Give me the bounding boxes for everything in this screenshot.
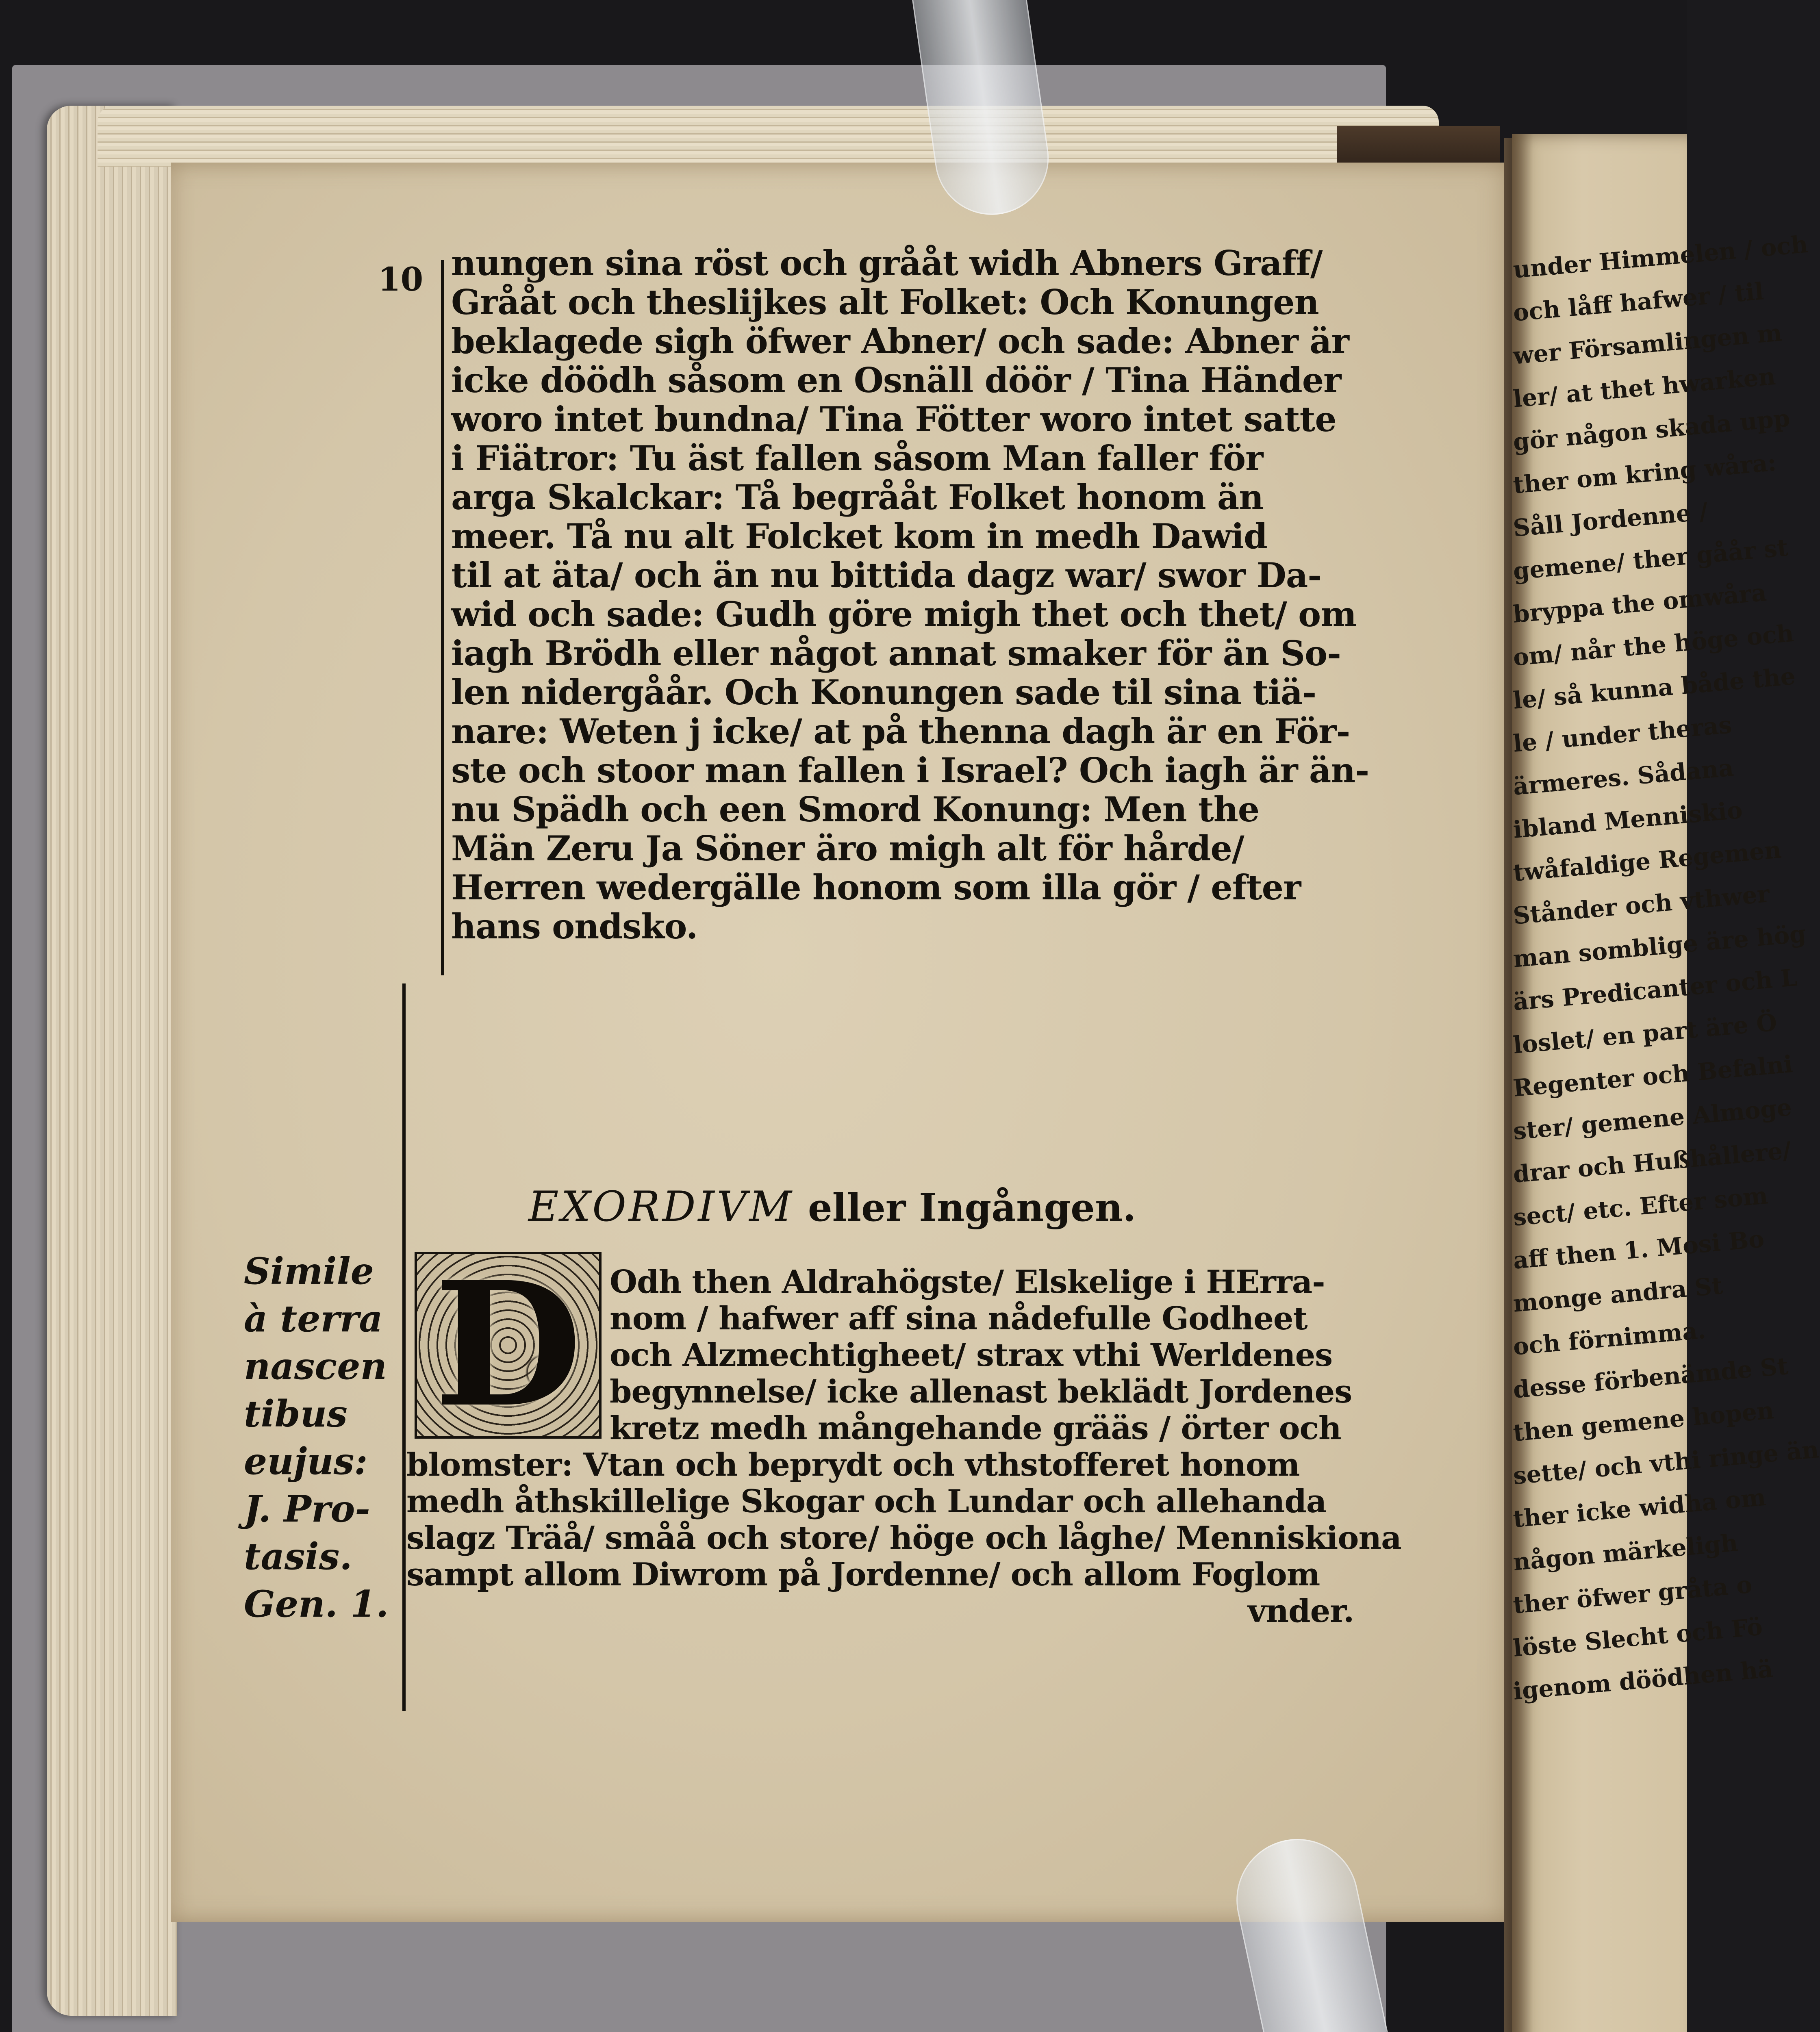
right-page-line: ther öfwer gråta o: [1512, 1570, 1753, 1619]
margin-line: eujus:: [244, 1440, 368, 1483]
right-page-line: le/ så kunna både the: [1512, 662, 1797, 714]
initial-letter: D: [434, 1245, 582, 1445]
margin-line: nascen: [244, 1345, 387, 1388]
body-line: til at äta/ och än nu bittida dagz war/ swor Da-: [451, 555, 1322, 595]
body-line: len nidergåår. Och Konungen sade til sina tiä-: [451, 672, 1316, 712]
right-page-line: gemene/ ther gåår st: [1512, 533, 1790, 585]
body-line: nungen sina röst och grååt widh Abners Graff/: [451, 243, 1323, 283]
body-line: icke döödh såsom en Osnäll döör / Tina Händer: [451, 360, 1341, 400]
right-page-line: ler/ at thet hwarken: [1512, 362, 1777, 413]
right-page-line: och förnimma.: [1512, 1316, 1707, 1361]
body-line: beklagede sigh öfwer Abner/ och sade: Abner är: [451, 321, 1349, 361]
paragraph-line: och Alzmechtigheet/ strax vthi Werldenes: [610, 1337, 1333, 1374]
right-page-line: igenom döödhen hä: [1512, 1655, 1774, 1705]
right-page-line: ther om kring wåra:: [1512, 448, 1778, 499]
right-page-line: twåfaldige Regemen: [1512, 836, 1783, 887]
paragraph-line: begynnelse/ icke allenast beklädt Jordenes: [610, 1373, 1352, 1410]
body-line: i Fiätror: Tu äst fallen såsom Man faller för: [451, 438, 1263, 478]
paragraph-line: nom / hafwer aff sina nådefulle Godheet: [610, 1300, 1307, 1337]
right-page-line: Stånder och vthwer: [1512, 879, 1771, 930]
paragraph-line: kretz medh mångehande grääs / örter och: [610, 1410, 1341, 1447]
right-page-line: wer Församlingen m: [1512, 319, 1783, 370]
right-page-line: löste Slecht och Fö: [1512, 1613, 1764, 1662]
right-page-line: ster/ gemene Almoge: [1512, 1093, 1793, 1145]
body-text: [451, 244, 1374, 946]
right-page-line: Regenter och Befalni: [1512, 1050, 1794, 1102]
page-number: 10: [378, 260, 424, 298]
marginal-note: [244, 1248, 398, 1628]
right-page-line: desse förbenämde St: [1512, 1352, 1790, 1404]
right-page-line: bryppa the omwåra: [1512, 578, 1768, 628]
body-line: meer. Tå nu alt Folcket kom in medh Dawid: [451, 516, 1267, 556]
body-line: arga Skalckar: Tå begrååt Folket honom än: [451, 477, 1264, 517]
paragraph-line: slagz Träå/ småå och store/ höge och låghe/ Menniskiona: [406, 1520, 1401, 1557]
left-text-rule-lower: [402, 983, 406, 1711]
right-page-line: ibland Menniskio: [1512, 796, 1744, 844]
right-page-line: gör någon skada upp: [1512, 404, 1791, 456]
right-page: [1512, 134, 1820, 2032]
right-page-line: man somblige äre hög: [1512, 920, 1807, 973]
body-line: Herren wedergälle honom som illa gör / efter: [451, 867, 1301, 907]
margin-line: Gen. 1.: [244, 1583, 389, 1626]
right-page-line: ther icke widha om: [1512, 1483, 1767, 1533]
right-page-line: Såll Jordenne /: [1512, 497, 1709, 542]
paragraph-line: sampt allom Diwrom på Jordenne/ och allom Foglom: [406, 1556, 1320, 1593]
body-line: iagh Brödh eller något annat smaker för än So-: [451, 633, 1341, 673]
right-page-line: le / under theras: [1512, 711, 1733, 758]
right-page-line: sette/ och vthi ringe än: [1512, 1435, 1820, 1490]
right-page-line: aff then 1. Mosi Bo: [1512, 1225, 1766, 1274]
margin-line: Simile: [244, 1250, 374, 1293]
paragraph-line: vnder.: [1248, 1593, 1354, 1630]
body-line: Grååt och theslijkes alt Folket: Och Konungen: [451, 282, 1319, 322]
left-text-rule: [441, 260, 444, 975]
right-page-line: ärmeres. Sådana: [1512, 753, 1735, 801]
heading-swedish: eller Ingången.: [808, 1185, 1136, 1230]
margin-line: tibus: [244, 1392, 347, 1435]
heading-latin: EXORDIVM: [528, 1183, 794, 1231]
right-page-line: ärs Predicanter och L: [1512, 964, 1798, 1016]
paragraph-line: medh åthskillelige Skogar och Lundar och allehanda: [406, 1483, 1327, 1520]
right-page-line: och låff hafwer / til: [1512, 277, 1765, 327]
right-page-line: drar och Hußhållere/: [1512, 1136, 1792, 1188]
right-page-line: loslet/ en part äre Ö: [1512, 1008, 1778, 1059]
decorated-initial: [415, 1245, 602, 1445]
body-line: ste och stoor man fallen i Israel? Och iagh är än-: [451, 750, 1369, 790]
section-heading: [528, 1183, 1136, 1231]
body-line: wid och sade: Gudh göre migh thet och thet/ om: [451, 594, 1357, 634]
body-line: Män Zeru Ja Söner äro migh alt för hårde/: [451, 828, 1244, 868]
body-line: nare: Weten j icke/ at på thenna dagh är en För-: [451, 711, 1350, 751]
body-line: nu Spädh och een Smord Konung: Men the: [451, 789, 1260, 829]
margin-line: tasis.: [244, 1535, 352, 1578]
paragraph-line: Odh then Aldrahögste/ Elskelige i HErra-: [610, 1263, 1325, 1300]
page-block-top-edges: [98, 106, 1439, 167]
body-line: woro intet bundna/ Tina Fötter woro intet satte: [451, 399, 1336, 439]
margin-line: J. Pro-: [244, 1487, 370, 1531]
margin-line: à terra: [244, 1297, 383, 1340]
paragraph-line: blomster: Vtan och beprydt och vthstofferet honom: [406, 1446, 1300, 1483]
right-page-line: monge andra St: [1512, 1272, 1724, 1318]
right-page-line: om/ når the höge och: [1512, 619, 1795, 671]
right-page-line: sect/ etc. Efter som: [1512, 1181, 1769, 1231]
right-page-line: then gemene hopen: [1512, 1396, 1775, 1447]
right-page-line: någon märkeligh: [1512, 1528, 1739, 1576]
right-page-line: under Himmelen / och: [1512, 230, 1809, 284]
page-block-edges: [47, 106, 177, 2016]
body-line: hans ondsko.: [451, 906, 698, 947]
